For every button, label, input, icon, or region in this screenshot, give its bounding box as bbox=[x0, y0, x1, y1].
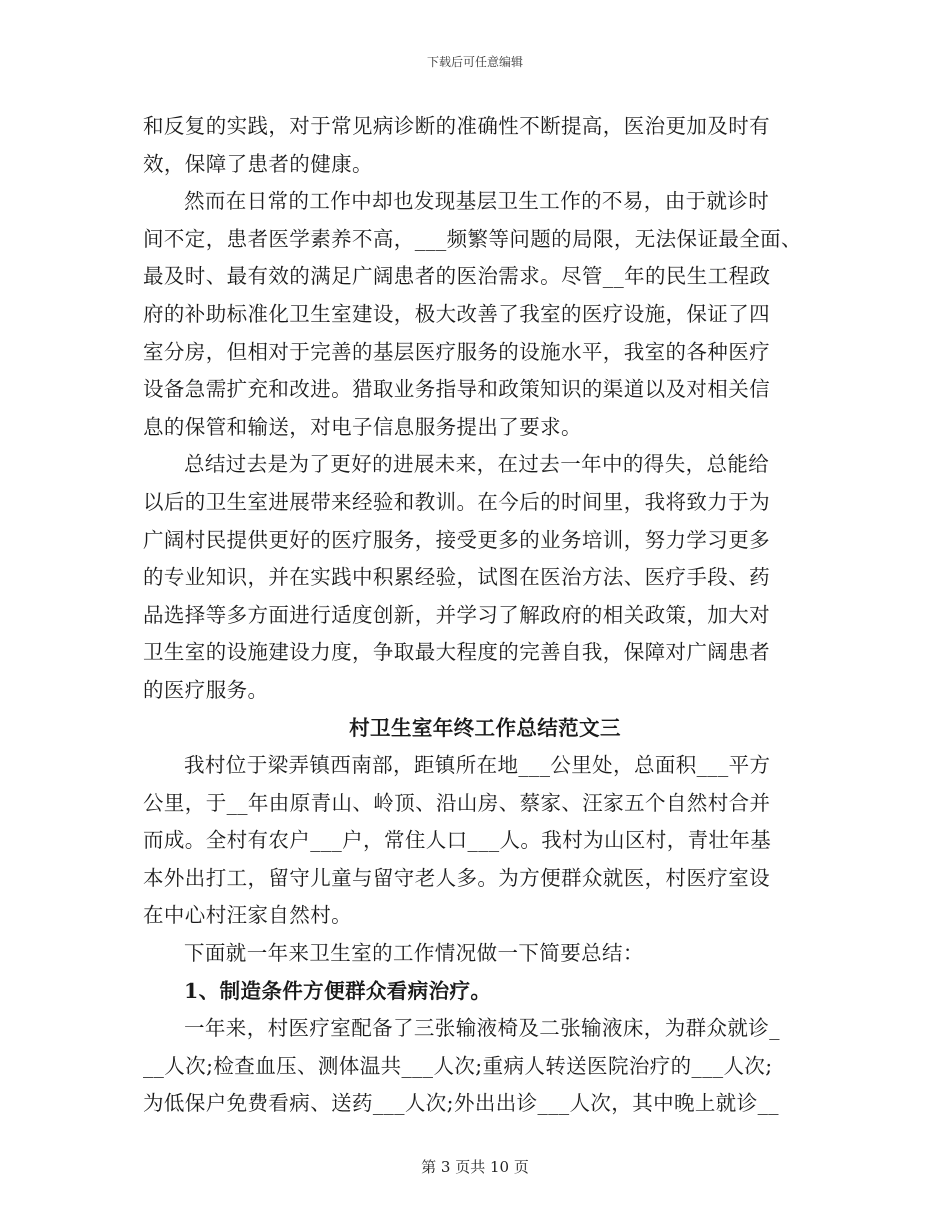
paragraph-start: 一年来，村医疗室配备了三张输液椅及二张输液床，为群众就诊_ bbox=[184, 1016, 780, 1041]
text-line: 卫生室的设施建设力度，争取最大程度的完善自我，保障对广阔患者 bbox=[143, 640, 770, 665]
text-line: 的专业知识，并在实践中积累经验，试图在医治方法、医疗手段、药 bbox=[143, 565, 770, 590]
text-line: 设备急需扩充和改进。猎取业务指导和政策知识的渠道以及对相关信 bbox=[143, 377, 770, 402]
page-header: 下载后可任意编辑 bbox=[426, 55, 523, 69]
text-line: 的医疗服务。 bbox=[143, 677, 269, 702]
paragraph-start: 我村位于梁弄镇西南部，距镇所在地___公里处，总面积___平方 bbox=[184, 753, 771, 778]
subsection-heading: 1、制造条件方便群众看病治疗。 bbox=[184, 978, 492, 1003]
text-line: 效，保障了患者的健康。 bbox=[143, 151, 373, 176]
text-line: 府的补助标准化卫生室建设，极大改善了我室的医疗设施，保证了四 bbox=[143, 301, 770, 326]
section-title: 村卫生室年终工作总结范文三 bbox=[349, 715, 621, 740]
text-line: 最及时、最有效的满足广阔患者的医治需求。尽管__年的民生工程政 bbox=[143, 264, 771, 289]
text-line: 以后的卫生室进展带来经验和教训。在今后的时间里，我将致力于为 bbox=[143, 489, 770, 514]
text-line: 广阔村民提供更好的医疗服务，接受更多的业务培训，努力学习更多 bbox=[143, 527, 770, 552]
text-line: 室分房，但相对于完善的基层医疗服务的设施水平，我室的各种医疗 bbox=[143, 339, 770, 364]
text-line: 为低保户免费看病、送药___人次;外出出诊___人次，其中晚上就诊__ bbox=[143, 1091, 779, 1116]
text-line: 本外出打工，留守儿童与留守老人多。为方便群众就医，村医疗室设 bbox=[143, 865, 770, 890]
text-line: 品选择等多方面进行适度创新，并学习了解政府的相关政策，加大对 bbox=[143, 602, 770, 627]
document-body bbox=[143, 108, 803, 1123]
text-line: 和反复的实践，对于常见病诊断的准确性不断提高，医治更加及时有 bbox=[143, 114, 770, 138]
page-footer: 第 3 页共 10 页 bbox=[421, 1158, 529, 1176]
text-line: 公里，于__年由原青山、岭顶、沿山房、蔡家、汪家五个自然村合并 bbox=[143, 790, 771, 815]
text-line: 息的保管和输送，对电子信息服务提出了要求。 bbox=[143, 414, 582, 439]
paragraph-start: 总结过去是为了更好的进展未来，在过去一年中的得失，总能给 bbox=[184, 452, 770, 477]
paragraph-start: 下面就一年来卫生室的工作情况做一下简要总结： bbox=[184, 941, 644, 966]
text-line: 而成。全村有农户___户，常住人口___人。我村为山区村，青壮年基 bbox=[143, 828, 772, 853]
text-line: __人次;检查血压、测体温共___人次;重病人转送医院治疗的___人次; bbox=[143, 1053, 773, 1078]
text-line: 间不定，患者医学素养不高，___频繁等问题的局限，无法保证最全面、 bbox=[143, 226, 802, 251]
text-line: 在中心村汪家自然村。 bbox=[143, 903, 352, 928]
paragraph-start: 然而在日常的工作中却也发现基层卫生工作的不易，由于就诊时 bbox=[184, 189, 770, 214]
